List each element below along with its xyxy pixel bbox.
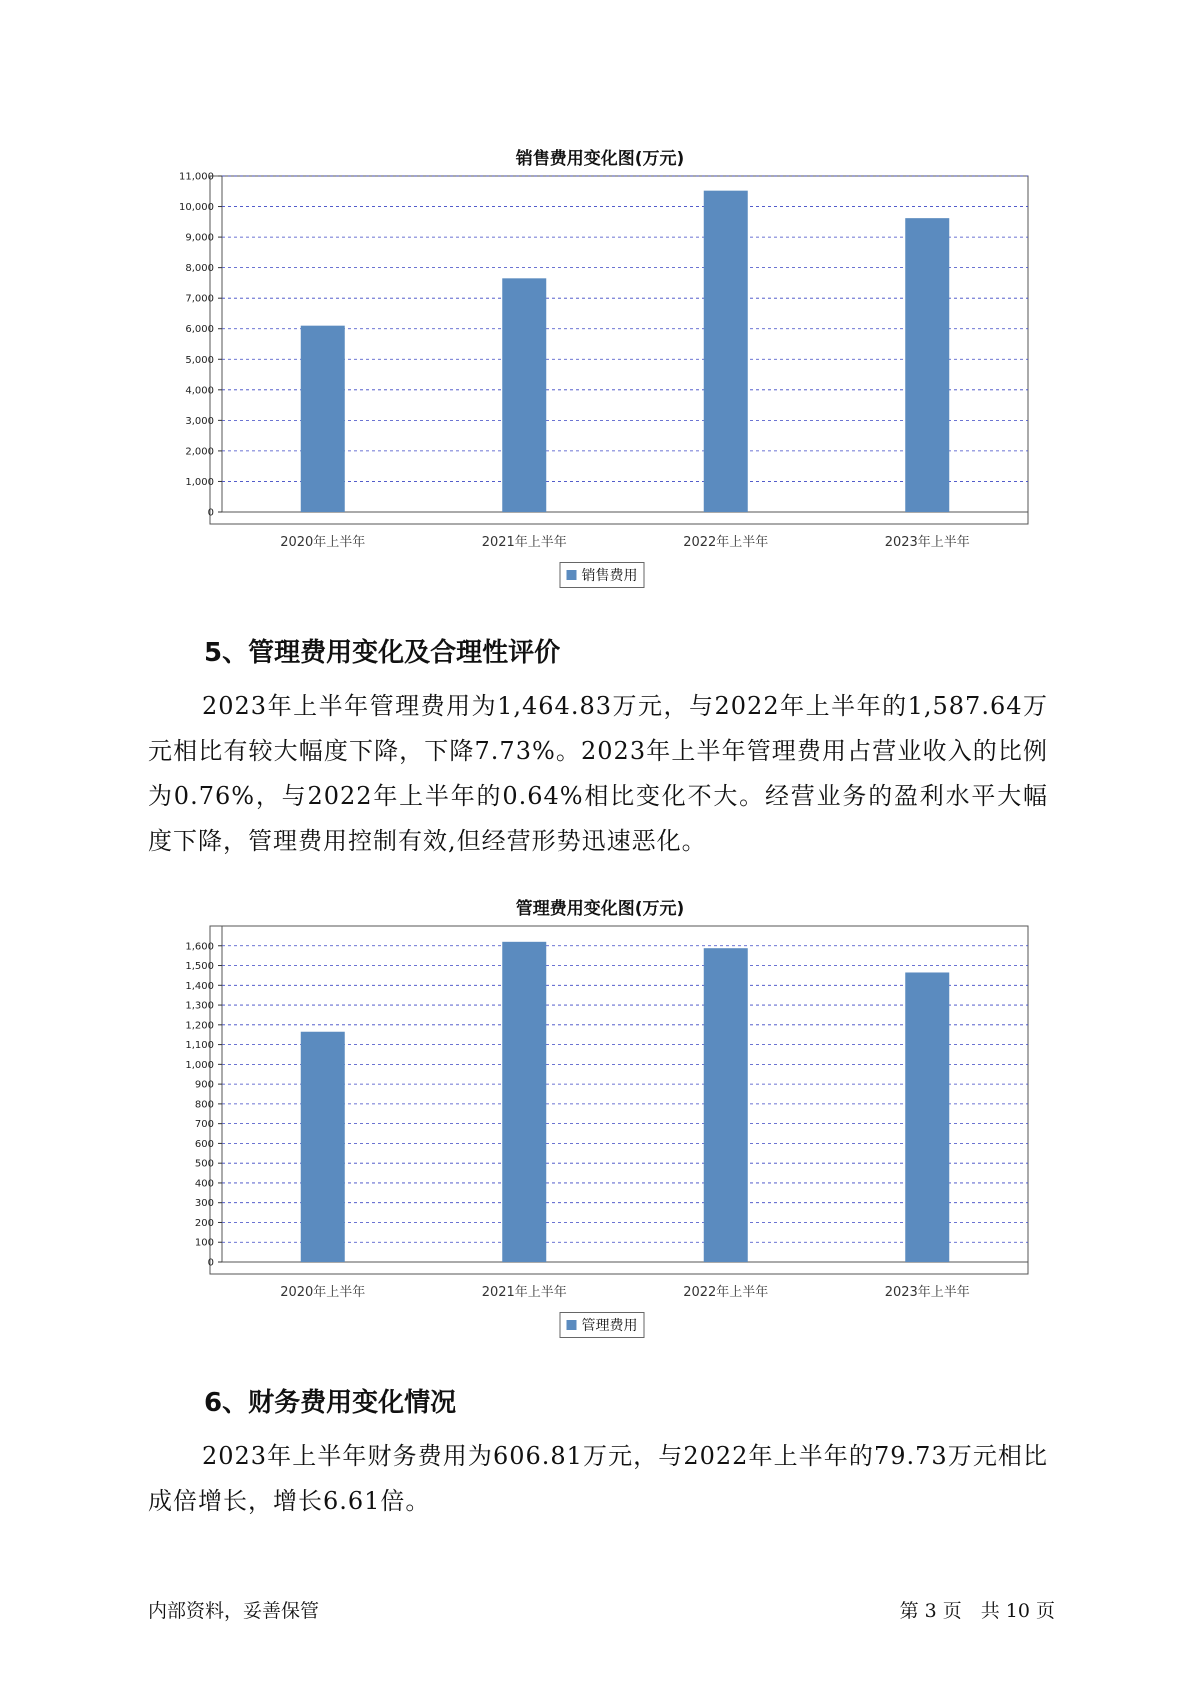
y-tick-label: 500 (194, 1158, 214, 1170)
chart-legend (560, 1312, 645, 1338)
chart-legend (560, 562, 645, 588)
x-tick-label: 2023年上半年 (884, 1285, 970, 1300)
bar (301, 1032, 345, 1262)
y-tick-label: 700 (194, 1119, 214, 1131)
y-tick-label: 1,600 (185, 941, 214, 953)
bar (905, 972, 949, 1262)
admin-expense-plot (160, 920, 1040, 1340)
x-tick-label: 2020年上半年 (280, 1285, 366, 1300)
legend-label: 管理费用 (581, 1318, 638, 1334)
x-tick-label: 2022年上半年 (683, 535, 769, 550)
legend-label: 销售费用 (581, 568, 638, 584)
y-tick-label: 300 (194, 1198, 214, 1210)
x-tick-label: 2021年上半年 (481, 535, 567, 550)
admin-expense-chart (160, 890, 1040, 1350)
chart-title: 销售费用变化图(万元) (515, 149, 685, 169)
footer-left: 内部资料，妥善保管 (148, 1600, 320, 1622)
section-6-heading: 6、财务费用变化情况 (204, 1388, 457, 1418)
legend-swatch (567, 1320, 577, 1330)
y-tick-label: 7,000 (185, 293, 214, 305)
y-tick-label: 100 (194, 1237, 214, 1249)
y-tick-label: 4,000 (185, 385, 214, 397)
bar (502, 942, 546, 1262)
y-tick-label: 8,000 (185, 263, 214, 275)
section-6-paragraph: 2023年上半年财务费用为606.81万元，与2022年上半年的79.73万元相比成倍增长，增长6.61倍。 (148, 1442, 1048, 1515)
bar (301, 326, 345, 512)
y-tick-label: 800 (194, 1099, 214, 1111)
x-tick-label: 2021年上半年 (481, 1285, 567, 1300)
y-tick-label: 200 (194, 1217, 214, 1229)
y-tick-label: 400 (194, 1178, 214, 1190)
y-tick-label: 1,000 (185, 476, 214, 488)
y-tick-label: 3,000 (185, 415, 214, 427)
section-5-heading: 5、管理费用变化及合理性评价 (204, 638, 561, 668)
y-tick-label: 600 (194, 1138, 214, 1150)
y-tick-label: 1,100 (185, 1040, 214, 1052)
x-tick-label: 2020年上半年 (280, 535, 366, 550)
bar (905, 218, 949, 512)
footer-page-number: 第 3 页 共 10 页 (899, 1600, 1055, 1622)
y-tick-label: 2,000 (185, 446, 214, 458)
bar (704, 191, 748, 512)
y-tick-label: 1,500 (185, 961, 214, 973)
x-tick-label: 2022年上半年 (683, 1285, 769, 1300)
y-tick-label: 6,000 (185, 324, 214, 336)
y-tick-label: 5,000 (185, 354, 214, 366)
bar (502, 278, 546, 512)
section-5-paragraph: 2023年上半年管理费用为1,464.83万元，与2022年上半年的1,587.64万元相比有较大幅度下降，下降7.73%。2023年上半年管理费用占营业收入的比例为0.76%，与2022年上半年的0.64%相比变化不大。经营业务的盈利水平大幅度下降，管理费用控制有效,但经营形势迅速恶化。 (148, 692, 1048, 855)
y-tick-label: 1,400 (185, 980, 214, 992)
y-tick-label: 0 (207, 507, 214, 519)
x-tick-label: 2023年上半年 (884, 535, 970, 550)
y-tick-label: 9,000 (185, 232, 214, 244)
sales-expense-chart (160, 140, 1040, 600)
y-tick-label: 11,000 (179, 171, 214, 183)
y-tick-label: 900 (194, 1079, 214, 1091)
y-tick-label: 1,000 (185, 1059, 214, 1071)
y-tick-label: 0 (207, 1257, 214, 1269)
bar (704, 948, 748, 1262)
y-tick-label: 1,200 (185, 1020, 214, 1032)
sales-expense-plot (160, 170, 1040, 590)
chart-title: 管理费用变化图(万元) (515, 899, 685, 919)
y-tick-label: 10,000 (179, 202, 214, 214)
legend-swatch (567, 570, 577, 580)
y-tick-label: 1,300 (185, 1000, 214, 1012)
